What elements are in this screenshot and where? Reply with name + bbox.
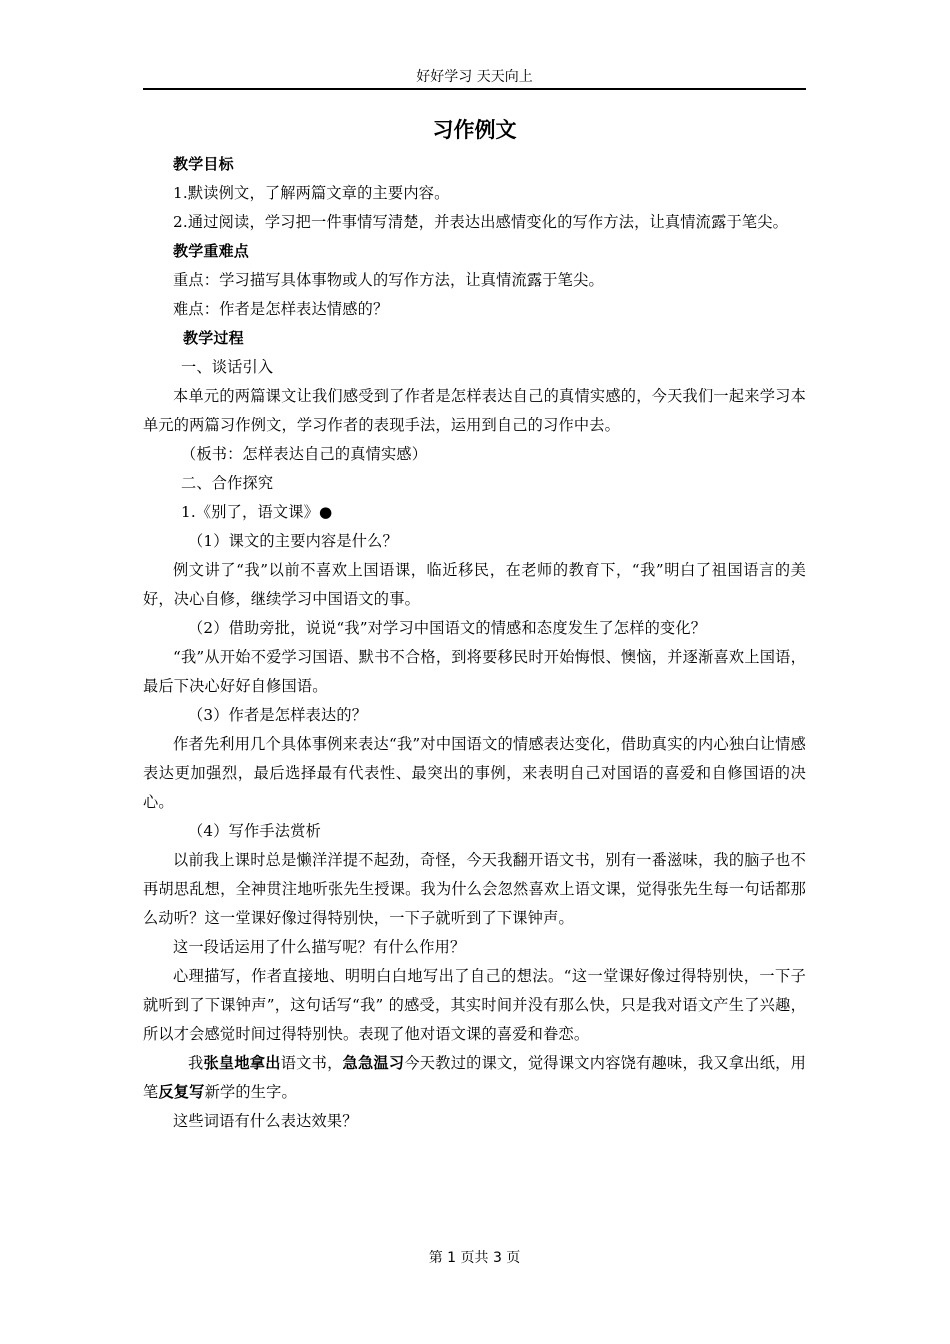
answer-2: “我”从开始不爱学习国语、默书不合格，到将要移民时开始悔恨、懊恼，并逐渐喜欢上国语，最后下决心好好自修国语。: [143, 648, 806, 695]
answer-3: 作者先利用几个具体事例来表达“我”对中国语文的情感表达变化，借助真实的内心独白让情感表达更加强烈，最后选择最有代表性、最突出的事例，来表明自己对国语的喜爱和自修国语的决心。: [143, 735, 806, 811]
example-bold-1: 张皇地拿出: [203, 1054, 281, 1072]
question-1: （1）课文的主要内容是什么？: [188, 532, 398, 550]
question-5: 这一段话运用了什么描写呢？有什么作用？: [173, 938, 466, 956]
page-footer: 第 1 页共 3 页: [428, 1250, 521, 1266]
question-3: （3）作者是怎样表达的？: [188, 706, 368, 724]
document-title: 习作例文: [432, 118, 517, 142]
section-1-paragraph: 本单元的两篇课文让我们感受到了作者是怎样表达自己的真情实感的，今天我们一起来学习本单元的两篇习作例文，学习作者的表现手法，运用到自己的习作中去。: [143, 387, 806, 434]
process-heading: 教学过程: [183, 329, 244, 347]
example-text-2: 语文书，: [280, 1054, 343, 1072]
example-text-1: 我: [188, 1054, 204, 1072]
section-2-title: 二、合作探究: [181, 474, 274, 492]
question-6: 这些词语有什么表达效果？: [173, 1112, 358, 1130]
section-1-title: 一、谈话引入: [181, 358, 274, 376]
question-4: （4）写作手法赏析: [188, 822, 321, 840]
keypoints-heading: 教学重难点: [173, 242, 250, 260]
lesson-item: 1.《别了，语文课》●: [181, 503, 333, 521]
document-body: [143, 150, 806, 1136]
goal-item-2: 2.通过阅读，学习把一件事情写清楚，并表达出感情变化的写作方法，让真情流露于笔尖。: [173, 213, 789, 231]
example-bold-3: 反复写: [158, 1083, 205, 1101]
answer-1: 例文讲了“我”以前不喜欢上国语课，临近移民，在老师的教育下，“我”明白了祖国语言的美好，决心自修，继续学习中国语文的事。: [143, 561, 806, 608]
keypoint-difficulty: 难点：作者是怎样表达情感的？: [173, 300, 389, 318]
answer-5: 心理描写，作者直接地、明明白白地写出了自己的想法。“这一堂课好像过得特别快，一下子就听到了下课钟声”，这句话写“我” 的感受，其实时间并没有那么快，只是我对语文产生了兴趣，所以才会感觉时间过得特别快。表现了他对语文课的喜爱和眷恋。: [143, 967, 806, 1043]
example-bold-2: 急急温习: [342, 1054, 405, 1072]
goal-item-1: 1.默读例文，了解两篇文章的主要内容。: [173, 184, 450, 202]
keypoint-focus: 重点：学习描写具体事物或人的写作方法，让真情流露于笔尖。: [173, 271, 604, 289]
example-text-4: 新学的生字。: [204, 1083, 297, 1101]
header-rule: [143, 88, 806, 90]
example-sentence: [143, 1049, 806, 1107]
section-1-board-note: （板书：怎样表达自己的真情实感）: [181, 445, 428, 463]
goals-heading: 教学目标: [173, 155, 234, 173]
quoted-passage: 以前我上课时总是懒洋洋提不起劲，奇怪，今天我翻开语文书，别有一番滋味，我的脑子也不再胡思乱想，全神贯注地听张先生授课。我为什么会忽然喜欢上语文课，觉得张先生每一句话都那么动听？这一堂课好像过得特别快，一下子就听到了下课钟声。: [143, 851, 806, 927]
example-text-3: 今天教过的课文，觉得课文内容饶有趣味，我又拿出纸，用笔: [143, 1054, 807, 1101]
question-2: （2）借助旁批，说说“我”对学习中国语文的情感和态度发生了怎样的变化？: [188, 619, 707, 637]
page-header: 好好学习 天天向上: [416, 69, 533, 85]
